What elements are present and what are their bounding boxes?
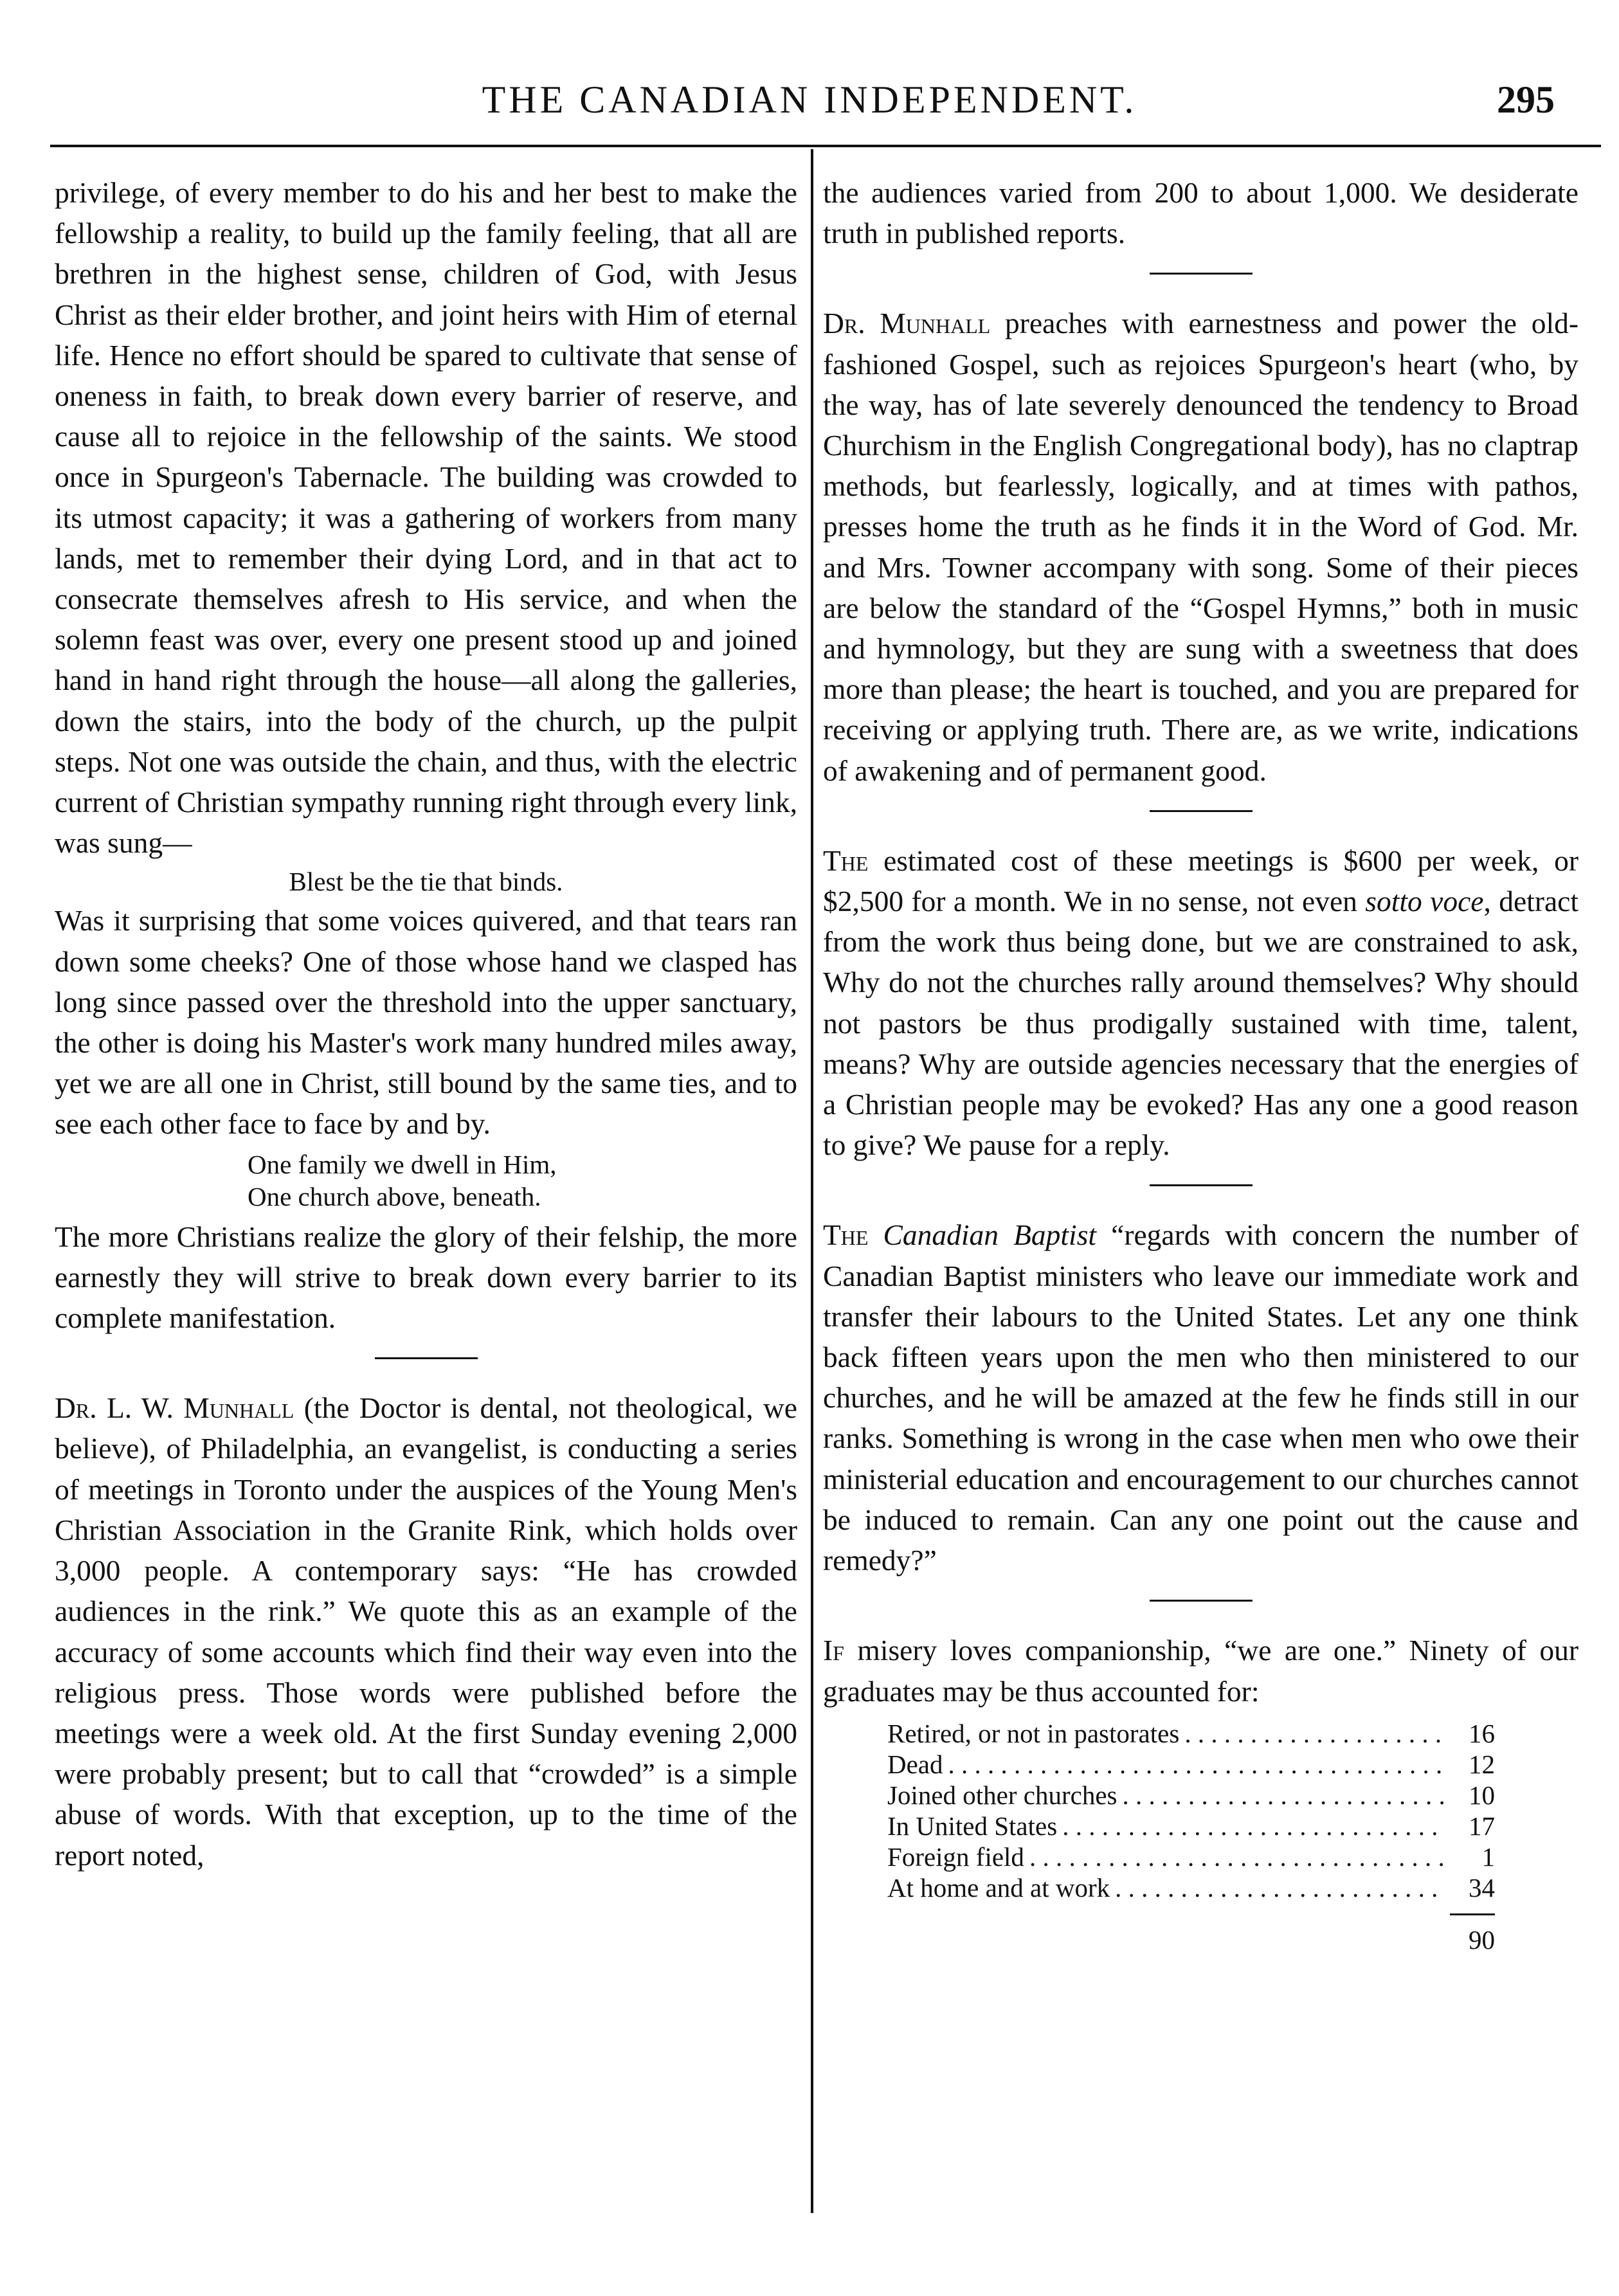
tally-label: Retired, or not in pastorates [887, 1718, 1180, 1748]
tally-label: Foreign field [887, 1841, 1024, 1872]
leader-dots [1184, 1718, 1445, 1749]
column-divider [811, 149, 813, 2213]
page-number: 295 [1497, 78, 1555, 121]
lead-in: The [823, 844, 869, 877]
leader-dots [948, 1749, 1445, 1780]
italic-title: Canadian Baptist [883, 1218, 1097, 1252]
leader-dots [1123, 1780, 1445, 1811]
hymn-line-1: One family we dwell in Him, [248, 1149, 557, 1179]
tally-row [887, 1749, 1495, 1780]
tally-row [887, 1841, 1495, 1872]
journal-title: THE CANADIAN INDEPENDENT. [482, 78, 1137, 121]
tally-count: 12 [1469, 1749, 1495, 1779]
section-separator [375, 1357, 478, 1359]
italic-phrase: sotto voce [1365, 885, 1484, 918]
left-column [55, 172, 797, 1876]
paragraph-body: (the Doctor is dental, not theological, we believe), of Philadelphia, an evangelist, is conducting a series of meetings in Toronto under the auspices of the Young Men's Christian Association in the Granite Rink, which holds over 3,000 people. A contemporary says: “He has crowded audiences in the rink.” We quote this as an example of the accuracy of some accounts which find their way even into the religious press. Those words were published before the meetings were a week old. At the first Sunday evening 2,000 were probably present; but to call that “crowded” is a simple abuse of words. With that exception, up to the time of the report noted, [55, 1391, 797, 1872]
hymn-stanza [248, 1148, 797, 1213]
leader-dots [1029, 1841, 1445, 1872]
tally-label: Dead [887, 1749, 943, 1779]
lead-in: The [823, 1218, 869, 1252]
tally-label: In United States [887, 1811, 1058, 1841]
tally-row [887, 1872, 1495, 1903]
lead-in: Dr. L. W. Munhall [55, 1391, 294, 1425]
section-separator [1150, 810, 1253, 812]
tally-count: 1 [1481, 1841, 1495, 1872]
paragraph-body-cont: , detract from the work thus being done, but we are constrained to ask, Why do not the churches rally around themselves? Why should not pastors be thus prodigally sustained with time, talent, means? Why are outside agencies necessary that the energies of a Christian people may be evoked? Has any one a good reason to give? We pause for a reply. [823, 885, 1579, 1162]
paragraph-realize: The more Christians realize the glory of their felship, the more earnestly they will strive to break down every barrier to its complete manifestation. [55, 1220, 797, 1335]
tally-row [887, 1811, 1495, 1841]
header-rule [50, 145, 1601, 147]
paragraph-body: estimated cost of these meetings is $600 per week, or $2,500 for a month. We in no sense, not even [823, 844, 1578, 918]
paragraph-body: “regards with concern the number of Canadian Baptist ministers who leave our immediate work and transfer their labours to the United States. Let any one think back fifteen years upon the men who then ministered to our churches, and he will be amazed at the few he finds still in our ranks. Something is wrong in the case when men who owe their ministerial education and encouragement to our churches cannot be induced to remain. Can any one point out the cause and remedy?” [823, 1218, 1579, 1577]
section-separator [1150, 1600, 1253, 1602]
paragraph-cost [823, 840, 1578, 1166]
hymn-quote: Blest be the tie that binds. [289, 867, 563, 897]
tally-count: 34 [1469, 1872, 1495, 1903]
paragraph-body: misery loves companionship, “we are one.” Ninety of our graduates may be thus accounted for: [823, 1634, 1578, 1708]
tally-count: 17 [1469, 1811, 1495, 1841]
tally-count: 10 [1469, 1780, 1495, 1810]
tally-total: 90 [1469, 1924, 1495, 1955]
paragraph-voices: Was it surprising that some voices quivered, and that tears ran down some cheeks? One of those whose hand we clasped has long since passed over the threshold into the upper sanctuary, the other is doing his Master's work many hundred miles away, yet we are all one in Christ, still bound by the same ties, and to see each other face to face by and by. [55, 904, 797, 1141]
hymn-line-2: One church above, beneath. [248, 1181, 541, 1211]
section-separator [1150, 273, 1253, 275]
leader-dots [1115, 1872, 1445, 1903]
graduates-tally [887, 1718, 1495, 1955]
paragraph-misery [823, 1630, 1578, 1711]
section-separator [1150, 1184, 1253, 1186]
tally-label: Joined other churches [887, 1780, 1117, 1810]
paragraph-munhall-intro [55, 1388, 797, 1875]
paragraph-munhall-preaching [823, 303, 1578, 790]
lead-in: Dr. Munhall [823, 307, 991, 340]
lead-in: If [823, 1634, 844, 1667]
tally-count: 16 [1469, 1718, 1495, 1748]
right-column [823, 172, 1578, 1955]
tally-label: At home and at work [887, 1872, 1110, 1903]
paragraph-audiences: the audiences varied from 200 to about 1,000. We desiderate truth in published reports. [823, 176, 1578, 250]
total-rule [1450, 1913, 1495, 1915]
paragraph-baptist [823, 1215, 1578, 1580]
paragraph-fellowship: privilege, of every member to do his and her best to make the fellowship a reality, to build up the family feeling, that all are brethren in the highest sense, children of God, with Jesus Christ as their elder brother, and joint heirs with Him of eternal life. Hence no effort should be spared to cultivate that sense of oneness in faith, to break down every barrier of reserve, and cause all to rejoice in the fellowship of the saints. We stood once in Spurgeon's Tabernacle. The building was crowded to its utmost capacity; it was a gathering of workers from many lands, met to remember their dying Lord, and in that act to consecrate themselves afresh to His service, and when the solemn feast was over, every one present stood up and joined hand in hand right through the house—all along the galleries, down the stairs, into the body of the church, up the pulpit steps. Not one was outside the chain, and thus, with the electric current of Christian sympathy running right through every link, was sung— [55, 176, 797, 860]
paragraph-body: preaches with earnestness and power the old-fashioned Gospel, such as rejoices Spurgeon's heart (who, by the way, has of late severely denounced the tendency to Broad Churchism in the English Congregational body), has no claptrap methods, but fearlessly, logically, and at times with pathos, presses home the truth as he finds it in the Word of God. Mr. and Mrs. Towner accompany with song. Some of their pieces are below the standard of the “Gospel Hymns,” both in music and hymnology, but they are sung with a sweetness that does more than please; the heart is touched, and you are prepared for receiving or applying truth. There are, as we write, indications of awakening and of permanent good. [823, 307, 1578, 787]
tally-row [887, 1718, 1495, 1749]
running-header [39, 71, 1580, 129]
tally-row [887, 1780, 1495, 1811]
leader-dots [1062, 1811, 1445, 1841]
